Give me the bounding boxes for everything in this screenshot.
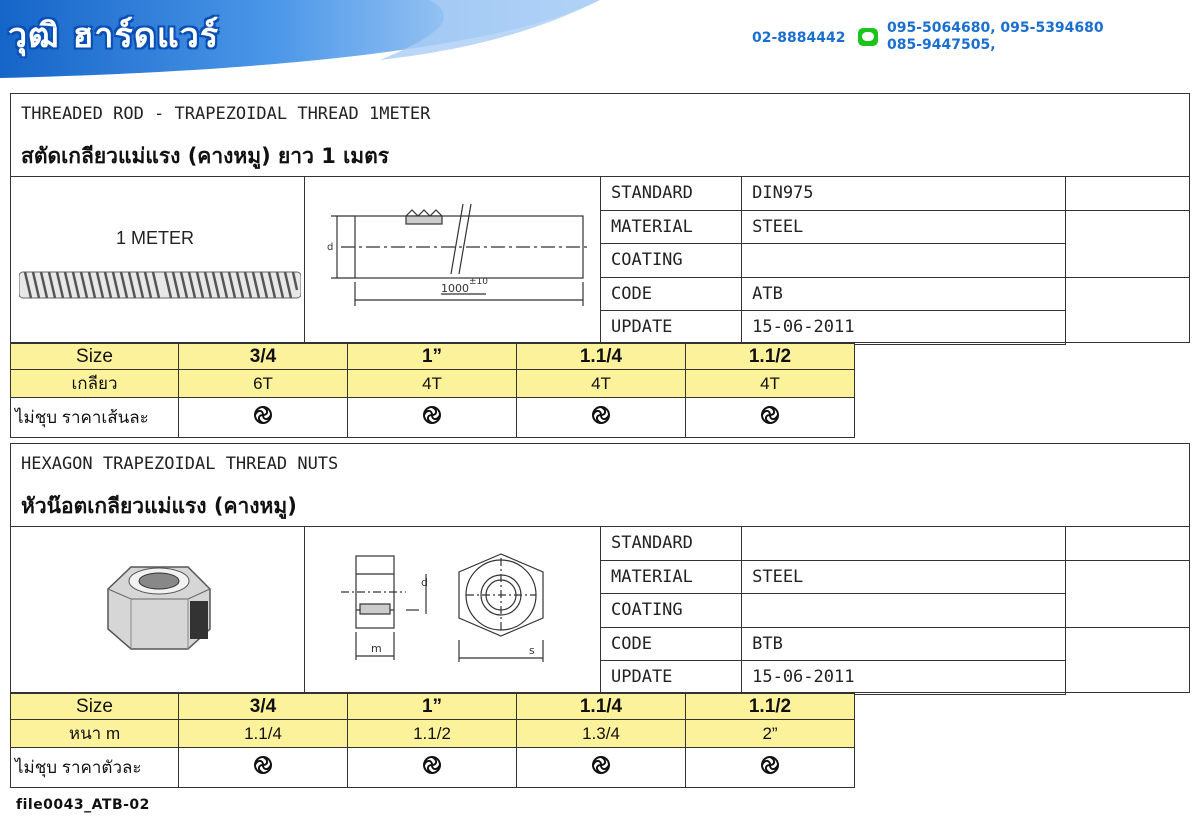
brand-logo-text: วุฒิ ฮาร์ดแวร์ <box>8 16 220 56</box>
nut-section <box>10 443 1190 693</box>
spec-value: DIN975 <box>742 177 1066 211</box>
price-cell <box>686 398 855 438</box>
spec-key: CODE <box>601 277 742 311</box>
spec-row <box>601 177 1191 211</box>
spec-value: ATB <box>742 277 1066 311</box>
price-cell: 1.1/2 <box>348 720 517 748</box>
line-phone-1: 095-5064680, 095-5394680 <box>887 20 1104 36</box>
nut-spec-table <box>600 526 1190 695</box>
swirl-icon <box>253 405 273 425</box>
rod-dim-tolerance: ±10 <box>469 277 488 287</box>
price-cell: 2” <box>686 720 855 748</box>
swirl-icon <box>760 405 780 425</box>
line-phone-2: 085-9447505, <box>887 37 996 53</box>
price-header-cell: 3/4 <box>179 694 348 720</box>
spec-key: STANDARD <box>601 177 742 211</box>
spec-value <box>742 244 1066 278</box>
spec-blank <box>1066 244 1190 278</box>
price-row <box>11 748 855 788</box>
price-cell: 1.1/4 <box>179 720 348 748</box>
spec-row <box>601 627 1191 661</box>
price-row-label: ไม่ชุบ ราคาตัวละ <box>11 748 179 788</box>
price-header-cell: Size <box>11 344 179 370</box>
price-cell <box>517 748 686 788</box>
spec-row <box>601 244 1191 278</box>
spec-blank <box>1066 627 1190 661</box>
price-header-row <box>11 694 855 720</box>
swirl-icon <box>591 755 611 775</box>
swirl-icon <box>591 405 611 425</box>
price-row <box>11 370 855 398</box>
nut-title-th: หัวน๊อตเกลียวแม่แรง (คางหมู) <box>21 494 297 518</box>
spec-value <box>742 594 1066 628</box>
threaded-rod-photo <box>19 264 301 306</box>
spec-blank <box>1066 661 1190 695</box>
nut-price-table <box>10 693 855 788</box>
spec-row <box>601 560 1191 594</box>
price-cell: 1.3/4 <box>517 720 686 748</box>
spec-value <box>742 527 1066 561</box>
spec-blank <box>1066 594 1190 628</box>
line-icon <box>858 28 878 46</box>
hex-nut-photo <box>96 559 221 654</box>
spec-key: UPDATE <box>601 311 742 345</box>
price-cell <box>348 398 517 438</box>
spec-key: COATING <box>601 244 742 278</box>
spec-blank <box>1066 277 1190 311</box>
spec-key: MATERIAL <box>601 560 742 594</box>
price-row <box>11 720 855 748</box>
spec-row <box>601 594 1191 628</box>
spec-value: 15-06-2011 <box>742 311 1066 345</box>
swirl-icon <box>422 755 442 775</box>
price-header-cell: 1.1/4 <box>517 344 686 370</box>
price-header-cell: 1” <box>348 344 517 370</box>
rod-dim-d: d <box>327 242 334 253</box>
price-cell <box>179 748 348 788</box>
divider <box>304 176 305 343</box>
spec-value: 15-06-2011 <box>742 661 1066 695</box>
spec-row <box>601 277 1191 311</box>
spec-row <box>601 661 1191 695</box>
spec-blank <box>1066 177 1190 211</box>
rod-price-table <box>10 343 855 438</box>
nut-dim-s: s <box>529 644 535 657</box>
price-cell: 4T <box>686 370 855 398</box>
swirl-icon <box>760 755 780 775</box>
price-cell <box>517 398 686 438</box>
price-header-cell: 1.1/2 <box>686 694 855 720</box>
price-header-cell: 1.1/2 <box>686 344 855 370</box>
price-cell <box>348 748 517 788</box>
spec-key: CODE <box>601 627 742 661</box>
spec-row <box>601 311 1191 345</box>
rod-dim-length: 1000 <box>441 282 469 295</box>
spec-row <box>601 210 1191 244</box>
rod-title-th: สตัดเกลียวแม่แรง (คางหมู) ยาว 1 เมตร <box>21 144 390 168</box>
nut-title-en: HEXAGON TRAPEZOIDAL THREAD NUTS <box>21 454 339 474</box>
price-header-cell: 3/4 <box>179 344 348 370</box>
price-header-cell: 1” <box>348 694 517 720</box>
swirl-icon <box>253 755 273 775</box>
line-phones <box>887 20 1104 54</box>
price-row <box>11 398 855 438</box>
divider <box>304 526 305 693</box>
spec-key: MATERIAL <box>601 210 742 244</box>
spec-key: STANDARD <box>601 527 742 561</box>
nut-dim-m: m <box>371 642 382 655</box>
spec-value: STEEL <box>742 210 1066 244</box>
spec-blank <box>1066 311 1190 345</box>
price-cell: 4T <box>517 370 686 398</box>
price-header-cell: 1.1/4 <box>517 694 686 720</box>
nut-dim-d: d <box>421 576 428 589</box>
price-row-label: ไม่ชุบ ราคาเส้นละ <box>11 398 179 438</box>
spec-value: STEEL <box>742 560 1066 594</box>
price-cell: เกลียว <box>11 370 179 398</box>
file-id: file0043_ATB-02 <box>16 797 150 813</box>
spec-key: UPDATE <box>601 661 742 695</box>
nut-technical-drawing <box>311 544 596 669</box>
price-header-cell: Size <box>11 694 179 720</box>
swirl-icon <box>422 405 442 425</box>
price-header-row <box>11 344 855 370</box>
rod-title-en: THREADED ROD - TRAPEZOIDAL THREAD 1METER <box>21 104 431 124</box>
rod-image-label: 1 METER <box>116 228 195 248</box>
price-cell <box>686 748 855 788</box>
spec-blank <box>1066 210 1190 244</box>
rod-spec-table <box>600 176 1190 345</box>
spec-value: BTB <box>742 627 1066 661</box>
price-cell: 4T <box>348 370 517 398</box>
price-cell <box>179 398 348 438</box>
price-cell: 6T <box>179 370 348 398</box>
rod-section <box>10 93 1190 343</box>
spec-key: COATING <box>601 594 742 628</box>
spec-row <box>601 527 1191 561</box>
rod-technical-drawing <box>311 194 596 324</box>
phone-main: 02-8884442 <box>752 30 846 46</box>
spec-blank <box>1066 560 1190 594</box>
price-cell: หนา m <box>11 720 179 748</box>
spec-blank <box>1066 527 1190 561</box>
